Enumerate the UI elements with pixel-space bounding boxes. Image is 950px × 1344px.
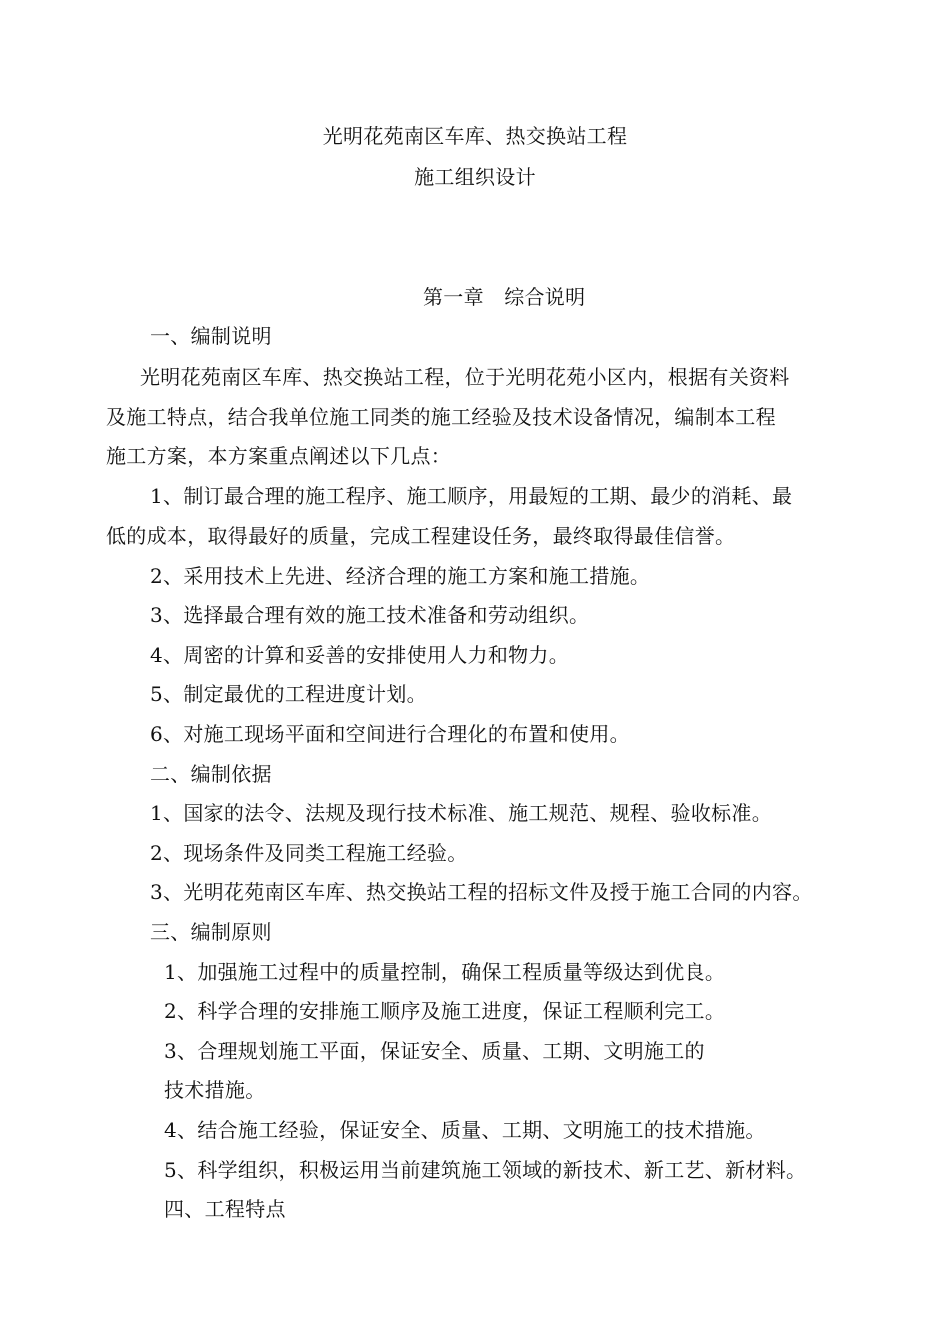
section-1-intro-line-2: 及施工特点，结合我单位施工同类的施工经验及技术设备情况，编制本工程 [106, 405, 776, 429]
section-3-item-3-line-1: 3、合理规划施工平面，保证安全、质量、工期、文明施工的 [164, 1039, 705, 1063]
section-1-item-5: 5、制定最优的工程进度计划。 [150, 682, 427, 706]
section-1-item-2: 2、采用技术上先进、经济合理的施工方案和施工措施。 [150, 564, 651, 588]
section-1-item-6: 6、对施工现场平面和空间进行合理化的布置和使用。 [150, 722, 630, 746]
section-2-item-1: 1、国家的法令、法规及现行技术标准、施工规范、规程、验收标准。 [150, 801, 773, 825]
section-2-heading: 二、编制依据 [150, 762, 272, 786]
section-1-item-1-line-2: 低的成本，取得最好的质量，完成工程建设任务，最终取得最佳信誉。 [106, 524, 736, 548]
section-3-heading: 三、编制原则 [150, 920, 272, 944]
section-3-item-5: 5、科学组织，积极运用当前建筑施工领域的新技术、新工艺、新材料。 [164, 1158, 807, 1182]
section-1-intro-line-1: 光明花苑南区车库、热交换站工程，位于光明花苑小区内，根据有关资料 [140, 365, 790, 389]
section-2-item-2: 2、现场条件及同类工程施工经验。 [150, 841, 468, 865]
section-3-item-1: 1、加强施工过程中的质量控制，确保工程质量等级达到优良。 [164, 960, 726, 984]
section-1-item-1-line-1: 1、制订最合理的施工程序、施工顺序，用最短的工期、最少的消耗、最 [150, 484, 793, 508]
section-1-intro-line-3: 施工方案，本方案重点阐述以下几点： [106, 444, 452, 468]
chapter-heading: 第一章 综合说明 [423, 285, 586, 309]
section-1-heading: 一、编制说明 [150, 324, 272, 348]
section-4-heading: 四、工程特点 [164, 1197, 286, 1221]
document-title-line-2: 施工组织设计 [414, 165, 536, 189]
section-3-item-2: 2、科学合理的安排施工顺序及施工进度，保证工程顺利完工。 [164, 999, 726, 1023]
document-title-line-1: 光明花苑南区车库、热交换站工程 [322, 124, 628, 148]
section-3-item-4: 4、结合施工经验，保证安全、质量、工期、文明施工的技术措施。 [164, 1118, 766, 1142]
section-3-item-3-line-2: 技术措施。 [164, 1078, 266, 1102]
section-2-item-3: 3、光明花苑南区车库、热交换站工程的招标文件及授于施工合同的内容。 [150, 880, 813, 904]
section-1-item-4: 4、周密的计算和妥善的安排使用人力和物力。 [150, 643, 570, 667]
section-1-item-3: 3、选择最合理有效的施工技术准备和劳动组织。 [150, 603, 590, 627]
